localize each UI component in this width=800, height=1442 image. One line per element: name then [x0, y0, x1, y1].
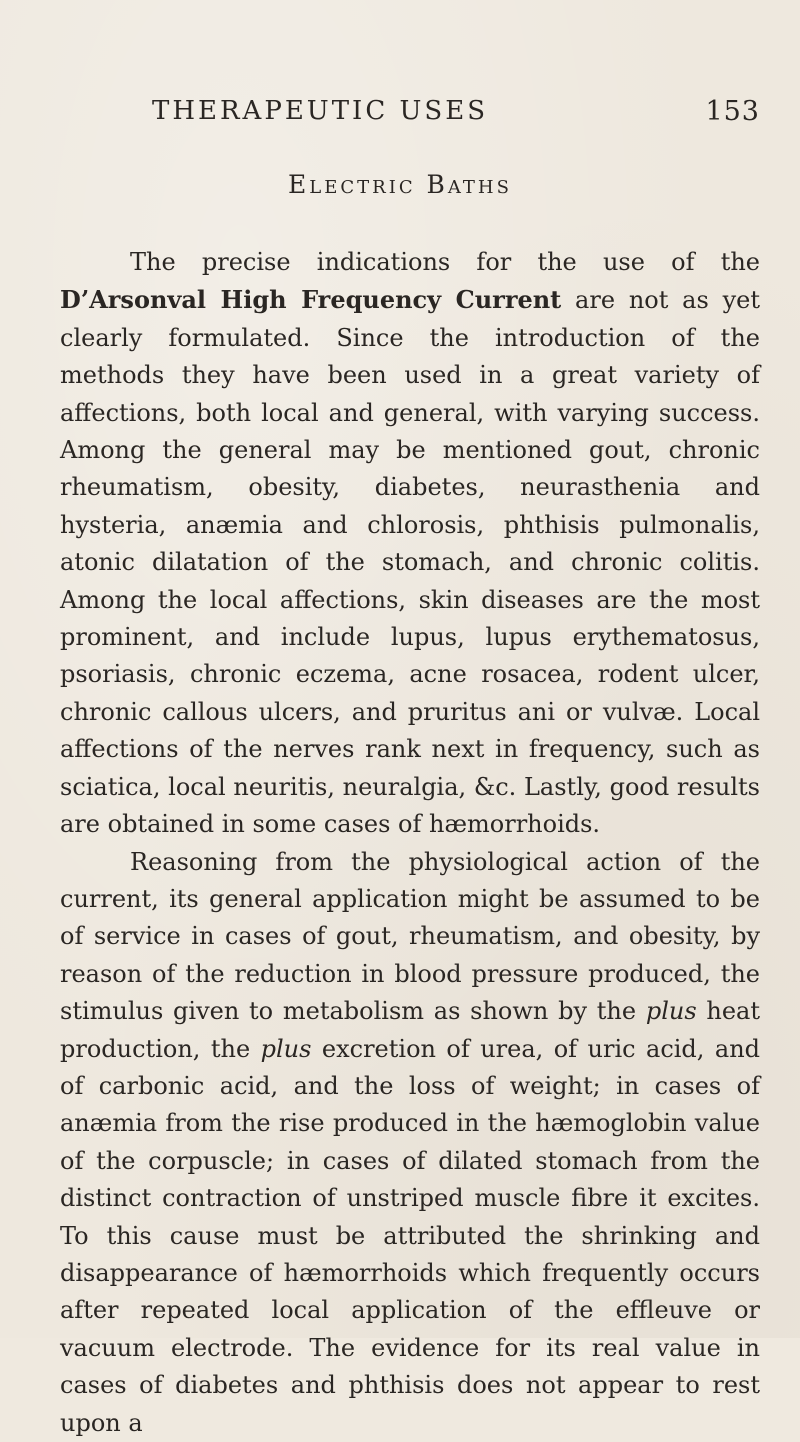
paragraph-1-bold-phrase: D’Arsonval High Frequency Current	[60, 285, 561, 314]
section-heading: Electric Baths	[0, 170, 800, 199]
paragraph-2	[60, 844, 760, 1442]
paragraph-2-part-3: excretion of urea, of uric acid, and of carbonic acid, and the loss of weight; in cases of anæmia from the rise produced in the hæmoglobin value of the corpuscle; in cases of dilated stomach from the distinct contraction of unstriped muscle fibre it excites. To this cause must be attributed the shrinking and disappearance of hæmorrhoids which frequently occurs after repeated local application of the effleuve or vacuum electrode. The evidence for its real value in cases of diabetes and phthisis does not appear to rest upon a	[60, 1035, 760, 1437]
running-head	[60, 96, 760, 140]
paragraph-2-part-1: Reasoning from the physiological action of the current, its general application might be assumed to be of service in cases of gout, rheumatism, and obesity, by reason of the reduction in blood pressure produced, the stimulus given to metabolism as shown by the	[60, 848, 760, 1026]
paragraph-1	[60, 244, 760, 844]
paragraph-2-italic-2: plus	[261, 1035, 312, 1063]
paragraph-1-rest: are not as yet clearly formulated. Since the introduction of the methods they have been used in a great variety of affections, both local and general, with varying success. Among the general may be mentioned gout, chronic rheumatism, obesity, diabetes, neurasthenia and hysteria, anæmia and chlorosis, phthisis pulmonalis, atonic dilatation of the stomach, and chronic colitis. Among the local affections, skin diseases are the most prominent, and include lupus, lupus erythematosus, psoriasis, chronic eczema, acne rosacea, rodent ulcer, chronic callous ulcers, and pruritus ani or vulvæ. Local affections of the nerves rank next in frequency, such as sciatica, local neuritis, neuralgia, &c. Lastly, good results are obtained in some cases of hæmorrhoids.	[60, 286, 760, 838]
paragraph-2-part-2: heat production, the	[60, 997, 760, 1062]
paragraph-1-lead: The precise indications for the use of the	[130, 248, 760, 276]
paragraph-2-italic-1: plus	[646, 997, 697, 1025]
running-title: THERAPEUTIC USES	[60, 96, 580, 126]
page-number: 153	[705, 96, 760, 127]
body-text	[60, 244, 760, 1442]
